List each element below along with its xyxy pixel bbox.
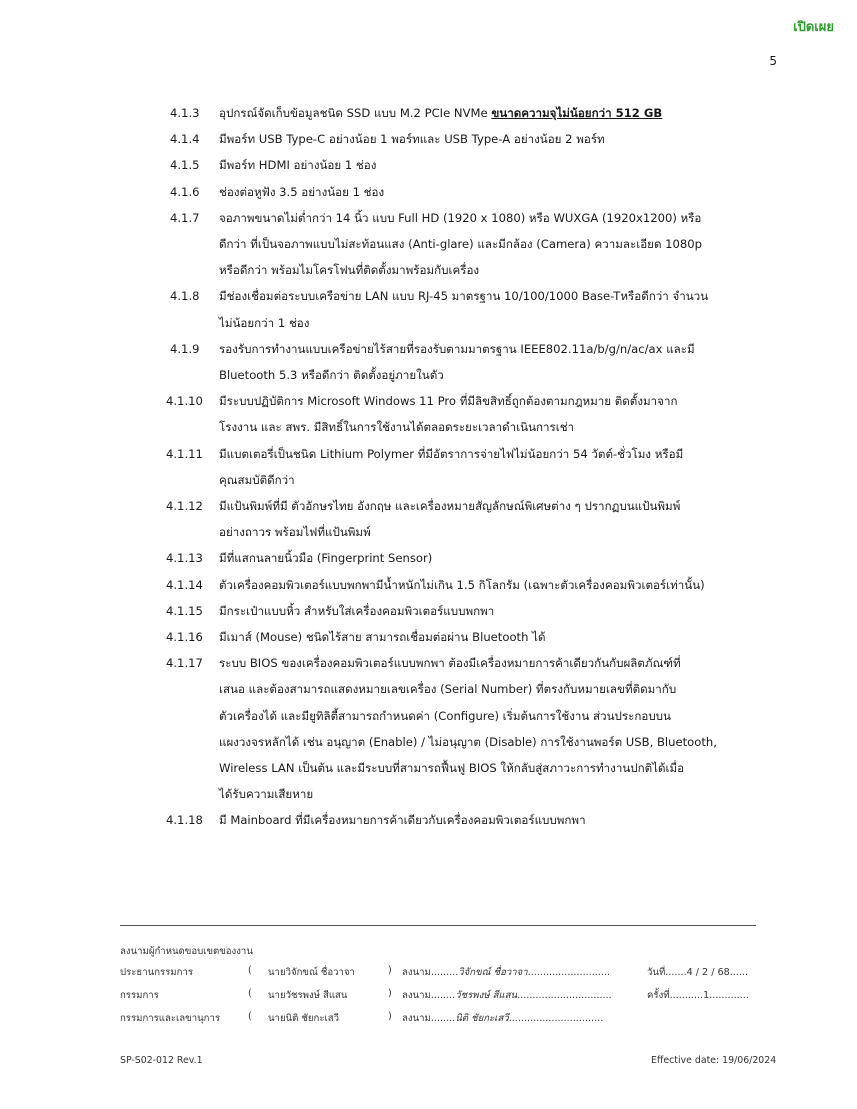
signature-label: ลงนาม........ <box>402 1013 456 1024</box>
spec-list <box>166 100 780 834</box>
spec-item-number: 4.1.8 <box>170 289 200 304</box>
spec-item-number: 4.1.11 <box>166 446 203 461</box>
spec-item-text: มีพอร์ท HDMI อย่างน้อย 1 ช่อง <box>219 158 377 173</box>
signature-field <box>402 988 612 1003</box>
spec-item-continuation: โรงงาน และ สพร. มีสิทธิ์ในการใช้งานได้ตลอดระยะเวลาดำเนินการเช่า <box>219 420 575 435</box>
spec-item-line <box>170 283 780 309</box>
spec-item <box>166 598 780 624</box>
spec-item-continuation: Wireless LAN เป็นต้น และมีระบบที่สามารถฟื้นฟู BIOS ให้กลับสู่สภาวะการทำงานปกติได้เมื่อ <box>219 761 685 776</box>
spec-item <box>170 283 780 335</box>
spec-item <box>170 126 780 152</box>
spec-item <box>166 388 780 440</box>
spec-item-line <box>170 545 780 571</box>
spec-item-continuation: แผงวงจรหลักได้ เช่น อนุญาต (Enable) / ไม่อนุญาต (Disable) การใช้งานพอร์ต USB, Bluetooth, <box>219 734 717 749</box>
spec-item <box>166 441 780 493</box>
signature-handwritten: วัชรพงษ์ สีแสน <box>455 990 518 1001</box>
spec-item-line <box>170 650 780 676</box>
signature-row <box>120 1011 780 1031</box>
spec-item-line <box>170 100 780 126</box>
signature-role: กรรมการและเลขานุการ <box>120 1013 221 1024</box>
spec-item-number: 4.1.15 <box>166 603 203 618</box>
spec-item-continuation: เสนอ และต้องสามารถแสดงหมายเลขเครื่อง (Serial Number) ที่ตรงกับหมายเลขที่ติดมากับ <box>219 682 677 697</box>
spec-item <box>170 336 780 388</box>
signature-open-paren: ( <box>248 965 252 976</box>
signature-name: นายวัชรพงษ์ สีแสน <box>268 990 348 1001</box>
spec-item-emphasis: ขนาดความจุไม่น้อยกว่า 512 GB <box>491 106 663 120</box>
spec-item-continuation: ดีกว่า ที่เป็นจอภาพแบบไม่สะท้อนแสง (Anti-glare) และมีกล้อง (Camera) ความละเอียด 1080p <box>219 237 703 252</box>
signature-name: นายวิจักขณ์ ชื่อวาจา <box>268 967 355 978</box>
effective-date: Effective date: 19/06/2024 <box>651 1055 777 1066</box>
spec-item-line <box>170 598 780 624</box>
spec-item-continuation: คุณสมบัติดีกว่า <box>219 472 295 487</box>
signature-dots: ............................... <box>517 990 612 1001</box>
spec-item-continuation: ตัวเครื่องได้ และมียูทิลิตี้สามารถกำหนดค่า (Configure) เริ่มต้นการใช้งาน ส่วนประกอบบน <box>219 708 671 723</box>
spec-item-continuation: Bluetooth 5.3 หรือดีกว่า ติดตั้งอยู่ภายในตัว <box>219 368 444 383</box>
signature-open-paren: ( <box>248 988 252 999</box>
spec-item <box>170 205 780 284</box>
spec-item-continuation: อย่างถาวร พร้อมไฟที่แป้นพิมพ์ <box>219 525 371 540</box>
spec-item-continuation: หรือดีกว่า พร้อมไมโครโฟนที่ติดตั้งมาพร้อมกับเครื่อง <box>219 263 480 278</box>
spec-item-text: ช่องต่อหูฟัง 3.5 อย่างน้อย 1 ช่อง <box>219 184 385 199</box>
spec-item <box>166 493 780 545</box>
spec-item <box>170 179 780 205</box>
signature-row <box>120 965 780 985</box>
spec-item-number: 4.1.16 <box>166 630 203 645</box>
spec-item-line <box>170 441 780 467</box>
spec-item-number: 4.1.4 <box>170 132 200 147</box>
spec-item-continuation: ได้รับความเสียหาย <box>219 787 314 802</box>
signature-row <box>120 988 780 1008</box>
spec-item-line <box>170 126 780 152</box>
signature-title: ลงนามผู้กำหนดขอบเขตของงาน <box>120 946 253 957</box>
signature-role: ประธานกรรมการ <box>120 967 193 978</box>
signature-dots: ........................... <box>527 967 611 978</box>
signature-name: นายนิติ ชัยกะเสวี <box>268 1013 340 1024</box>
signature-handwritten: วิจักขณ์ ชื่อวาจา <box>458 967 528 978</box>
spec-item-number: 4.1.6 <box>170 184 200 199</box>
spec-item-text: มีช่องเชื่อมต่อระบบเครือข่าย LAN แบบ RJ-45 มาตรฐาน 10/100/1000 Base-Tหรือดีกว่า จำนวน <box>219 289 709 304</box>
spec-item-number: 4.1.13 <box>166 551 203 566</box>
spec-item-line <box>170 336 780 362</box>
spec-item-number: 4.1.17 <box>166 656 203 671</box>
spec-item-text: มีพอร์ท USB Type-C อย่างน้อย 1 พอร์ทและ USB Type-A อย่างน้อย 2 พอร์ท <box>219 132 605 147</box>
signature-field <box>402 965 610 980</box>
signature-meta: ครั้งที่...........1............. <box>647 990 749 1001</box>
spec-item-text: มี Mainboard ที่มีเครื่องหมายการค้าเดียวกับเครื่องคอมพิวเตอร์แบบพกพา <box>219 813 586 828</box>
signature-field <box>402 1011 603 1026</box>
spec-item-line <box>170 205 780 231</box>
signature-close-paren: ) <box>388 988 392 999</box>
spec-item-text: มีแป้นพิมพ์ที่มี ตัวอักษรไทย อังกฤษ และเครื่องหมายสัญลักษณ์พิเศษต่าง ๆ ปรากฏบนแป้นพิมพ์ <box>219 499 681 514</box>
spec-item-line <box>170 388 780 414</box>
spec-item-text: รองรับการทำงานแบบเครือข่ายไร้สายที่รองรับตามมาตรฐาน IEEE802.11a/b/g/n/ac/ax และมี <box>219 341 695 356</box>
spec-item-continuation: ไม่น้อยกว่า 1 ช่อง <box>219 315 310 330</box>
spec-item-number: 4.1.3 <box>170 106 200 120</box>
spec-item-text: มีที่แสกนลายนิ้วมือ (Fingerprint Sensor) <box>219 551 433 566</box>
spec-item-line <box>170 624 780 650</box>
signature-label: ลงนาม......... <box>402 967 459 978</box>
signature-close-paren: ) <box>388 965 392 976</box>
spec-item-number: 4.1.7 <box>170 210 200 225</box>
spec-item <box>166 807 780 833</box>
spec-item <box>166 572 780 598</box>
spec-item-line <box>170 179 780 205</box>
signature-open-paren: ( <box>248 1011 252 1022</box>
classification-label: เปิดเผย <box>793 20 834 35</box>
spec-item-number: 4.1.18 <box>166 813 203 828</box>
spec-item <box>166 624 780 650</box>
document-code: SP-S02-012 Rev.1 <box>120 1055 203 1066</box>
signature-label: ลงนาม........ <box>402 990 456 1001</box>
spec-item-text: มีแบตเตอรี่เป็นชนิด Lithium Polymer ที่มีอัตราการจ่ายไฟไม่น้อยกว่า 54 วัตต์-ชั่วโมง หรือมี <box>219 446 684 461</box>
divider <box>120 925 756 926</box>
spec-item-text: มีระบบปฏิบัติการ Microsoft Windows 11 Pro ที่มีลิขสิทธิ์ถูกต้องตามกฎหมาย ติดตั้งมาจาก <box>219 394 678 409</box>
spec-item-text: มีเมาส์ (Mouse) ชนิดไร้สาย สามารถเชื่อมต่อผ่าน Bluetooth ได้ <box>219 630 546 645</box>
spec-item-number: 4.1.5 <box>170 158 200 173</box>
spec-item <box>170 100 780 126</box>
signature-dots: ............................... <box>508 1013 604 1024</box>
spec-item-text: มีกระเป๋าแบบหิ้ว สำหรับใส่เครื่องคอมพิวเตอร์แบบพกพา <box>219 603 495 618</box>
spec-item-text: ระบบ BIOS ของเครื่องคอมพิวเตอร์แบบพกพา ต้องมีเครื่องหมายการค้าเดียวกันกับผลิตภัณฑ์ที่ <box>219 656 681 671</box>
spec-item-line <box>170 807 780 833</box>
spec-item-number: 4.1.9 <box>170 341 200 356</box>
spec-item-number: 4.1.10 <box>166 394 203 409</box>
spec-item-text: ตัวเครื่องคอมพิวเตอร์แบบพกพามีน้ำหนักไม่เกิน 1.5 กิโลกรัม (เฉพาะตัวเครื่องคอมพิวเตอร์เท่านั้น) <box>219 577 705 592</box>
signature-handwritten: นิติ ชัยกะเสวี <box>455 1013 509 1024</box>
signature-role: กรรมการ <box>120 990 159 1001</box>
spec-item-line <box>170 572 780 598</box>
spec-item-text: จอภาพขนาดไม่ต่ำกว่า 14 นิ้ว แบบ Full HD (1920 x 1080) หรือ WUXGA (1920x1200) หรือ <box>219 210 702 225</box>
spec-item-text: อุปกรณ์จัดเก็บข้อมูลชนิด SSD แบบ M.2 PCIe NVMe <box>219 106 492 120</box>
signature-meta: วันที่.......4 / 2 / 68...... <box>647 967 748 978</box>
signature-close-paren: ) <box>388 1011 392 1022</box>
spec-item-line <box>170 152 780 178</box>
spec-item-number: 4.1.12 <box>166 499 203 514</box>
spec-item <box>170 152 780 178</box>
spec-item <box>166 650 780 807</box>
page-number: 5 <box>769 54 777 68</box>
spec-item-line <box>170 493 780 519</box>
spec-item-number: 4.1.14 <box>166 577 203 592</box>
spec-item <box>166 545 780 571</box>
